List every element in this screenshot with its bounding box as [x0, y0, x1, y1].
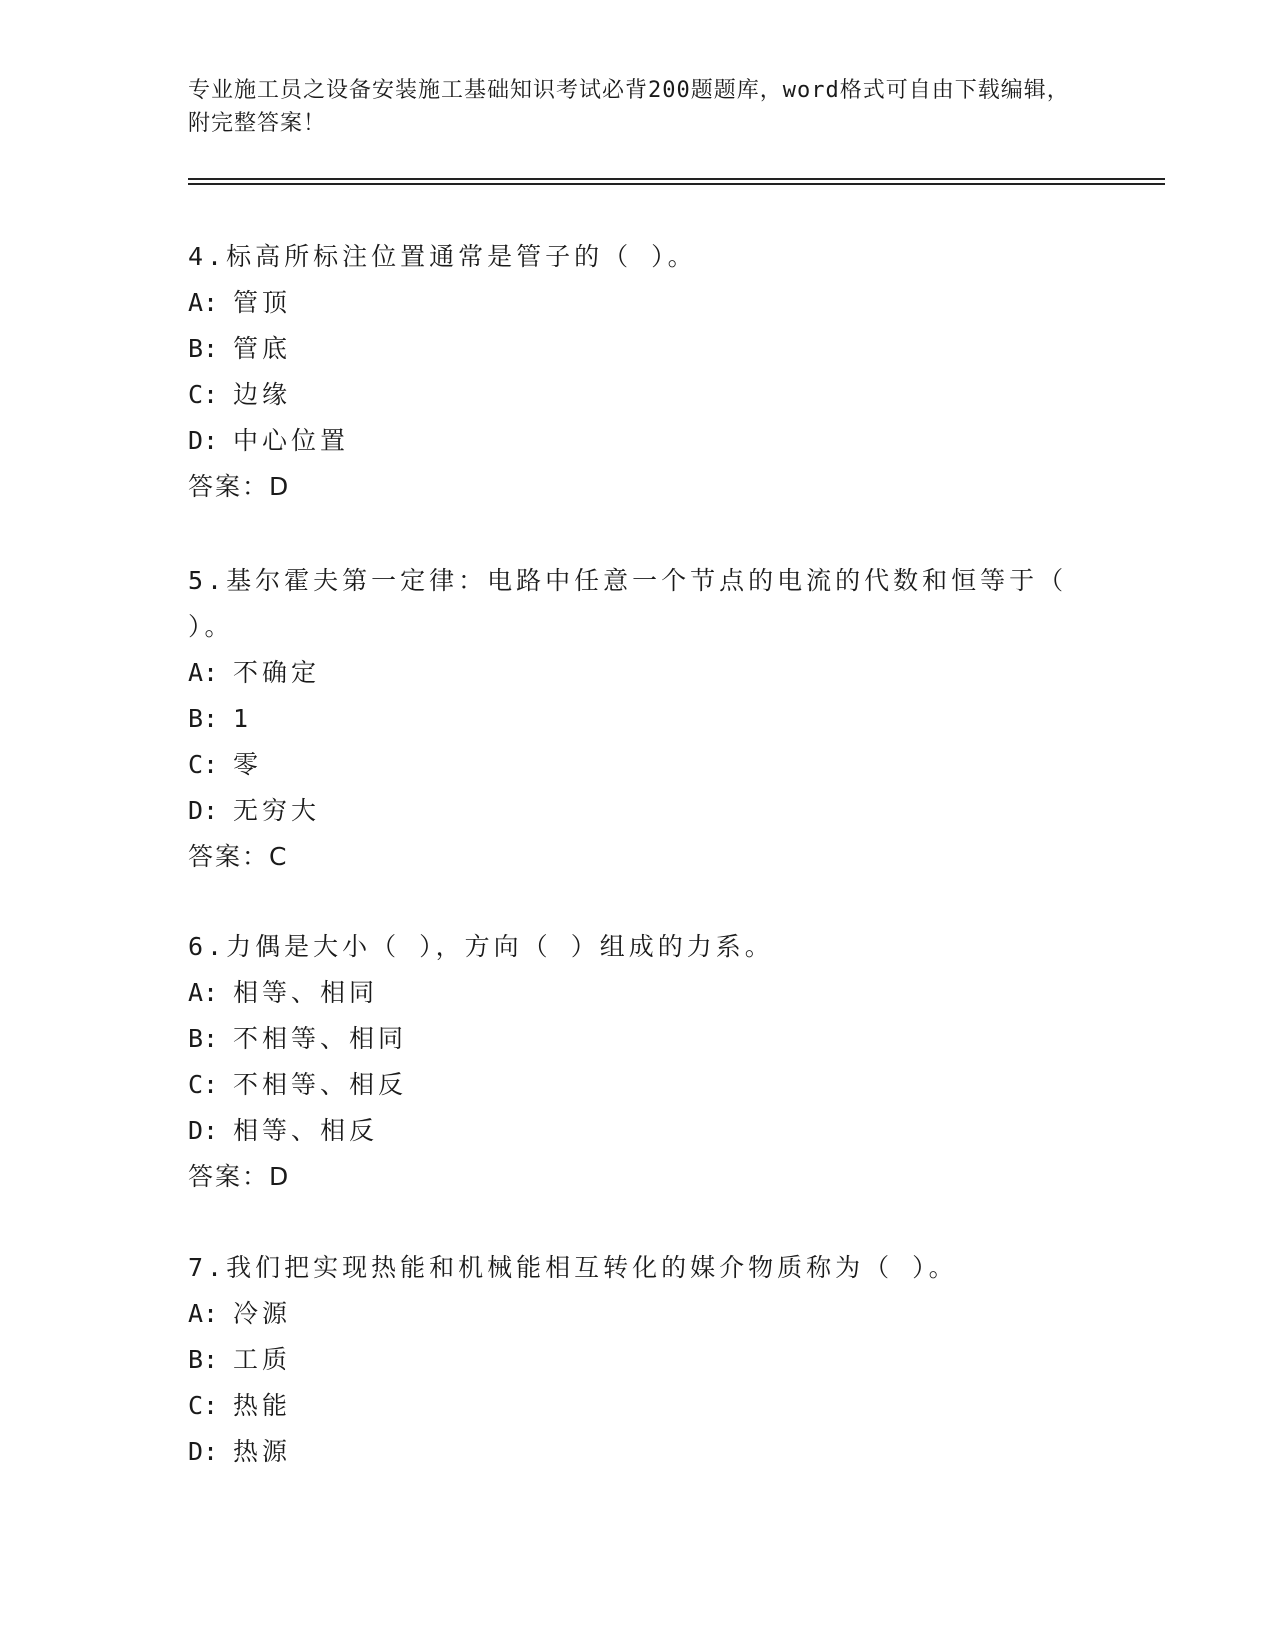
- option-text: 零: [233, 750, 263, 779]
- option-text: 无穷大: [233, 796, 321, 825]
- answer-line: 答案：C: [188, 842, 289, 871]
- option-text: 不相等、相反: [233, 1070, 408, 1099]
- option-letter: D:: [188, 1116, 219, 1145]
- option-d: [188, 788, 1078, 834]
- option-text: 冷源: [233, 1299, 292, 1328]
- option-c: [188, 742, 1078, 788]
- option-letter: B:: [188, 1024, 219, 1053]
- option-letter: C:: [188, 380, 219, 409]
- option-letter: A:: [188, 658, 219, 687]
- option-text: 1: [233, 704, 253, 733]
- option-letter: C:: [188, 750, 219, 779]
- question-stem: 6.力偶是大小（ ），方向（ ）组成的力系。: [188, 932, 774, 961]
- option-b: [188, 696, 1078, 742]
- option-text: 热能: [233, 1391, 292, 1420]
- option-b: [188, 326, 1078, 372]
- option-letter: D:: [188, 1437, 219, 1466]
- document-header: 专业施工员之设备安装施工基础知识考试必背200题题库，word格式可自由下载编辑，附完整答案！: [188, 78, 1070, 136]
- option-a: [188, 650, 1078, 696]
- option-letter: D:: [188, 796, 219, 825]
- question-5: [188, 558, 1078, 880]
- option-letter: A:: [188, 288, 219, 317]
- option-text: 不相等、相同: [233, 1024, 408, 1053]
- option-letter: B:: [188, 704, 219, 733]
- option-text: 不确定: [233, 658, 321, 687]
- question-stem: 4.标高所标注位置通常是管子的（ ）。: [188, 242, 697, 271]
- question-stem: 5.基尔霍夫第一定律：电路中任意一个节点的电流的代数和恒等于（ ）。: [188, 566, 1068, 641]
- option-letter: B:: [188, 1345, 219, 1374]
- option-d: [188, 418, 1078, 464]
- option-b: [188, 1337, 1078, 1383]
- option-d: [188, 1429, 1078, 1475]
- option-c: [188, 1383, 1078, 1429]
- option-letter: C:: [188, 1391, 219, 1420]
- question-stem: 7.我们把实现热能和机械能相互转化的媒介物质称为（ ）。: [188, 1253, 958, 1282]
- option-d: [188, 1108, 1078, 1154]
- answer-line: 答案：D: [188, 472, 291, 501]
- answer-line: 答案：D: [188, 1162, 291, 1191]
- option-b: [188, 1016, 1078, 1062]
- option-text: 工质: [233, 1345, 292, 1374]
- option-c: [188, 372, 1078, 418]
- option-letter: D:: [188, 426, 219, 455]
- option-letter: A:: [188, 978, 219, 1007]
- option-text: 边缘: [233, 380, 292, 409]
- option-a: [188, 970, 1078, 1016]
- option-a: [188, 280, 1078, 326]
- option-text: 中心位置: [233, 426, 350, 455]
- option-letter: C:: [188, 1070, 219, 1099]
- header-rule-top: [188, 178, 1165, 180]
- option-letter: B:: [188, 334, 219, 363]
- question-6: [188, 924, 1078, 1200]
- option-letter: A:: [188, 1299, 219, 1328]
- question-4: [188, 234, 1078, 510]
- option-c: [188, 1062, 1078, 1108]
- header-rule-bottom: [188, 183, 1165, 185]
- option-text: 热源: [233, 1437, 292, 1466]
- option-text: 相等、相同: [233, 978, 379, 1007]
- question-7: [188, 1245, 1078, 1475]
- option-text: 相等、相反: [233, 1116, 379, 1145]
- option-text: 管底: [233, 334, 292, 363]
- option-text: 管顶: [233, 288, 292, 317]
- option-a: [188, 1291, 1078, 1337]
